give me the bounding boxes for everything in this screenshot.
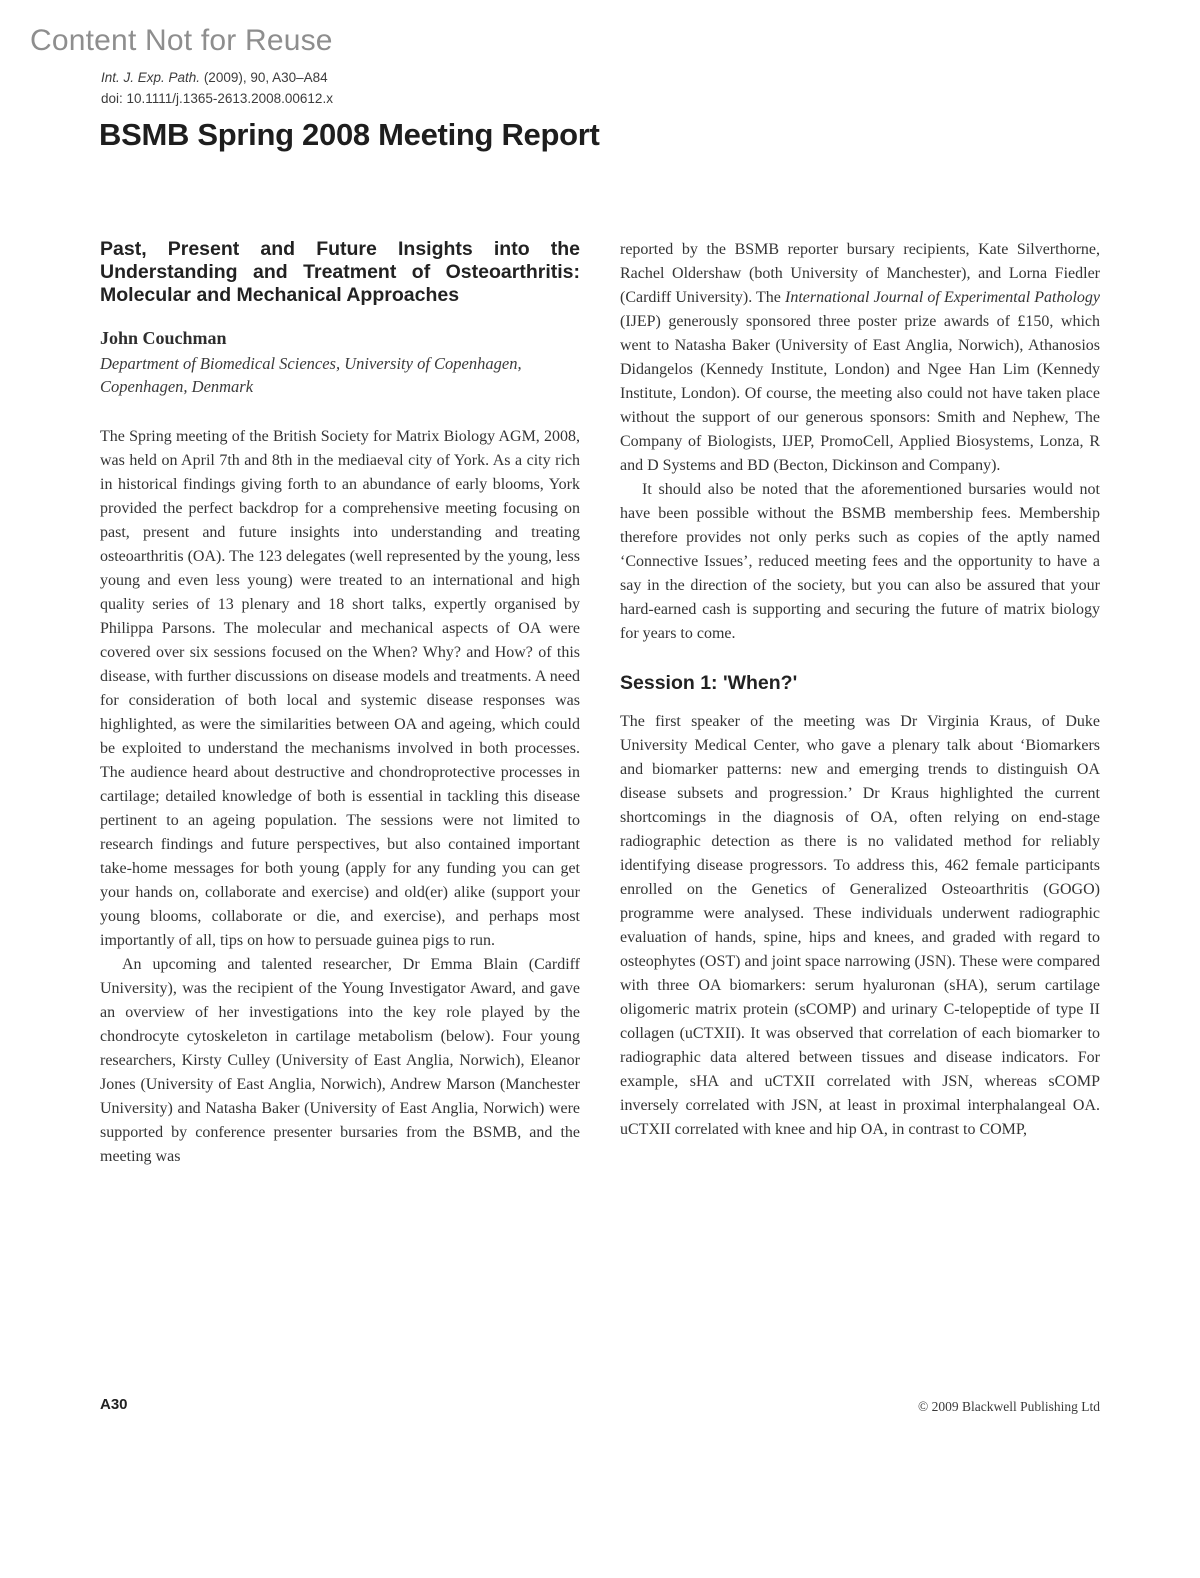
journal-abbreviation: Int. J. Exp. Path. xyxy=(101,70,201,85)
watermark-text: Content Not for Reuse xyxy=(30,24,333,57)
citation-volume-pages: (2009), 90, A30–A84 xyxy=(200,70,328,85)
journal-citation xyxy=(101,70,328,85)
paragraph-right-2: It should also be noted that the aforementioned bursaries would not have been possible without the BSMB membership fees. Membership therefore provides not only perks such as copies of the aptly named ‘Connective Issues’, reduced meeting fees and the opportunity to have a say in the direction of the society, but you can also be assured that your hard-earned cash is supporting and securing the future of matrix biology for years to come. xyxy=(620,481,1100,642)
paragraph-right-3: The first speaker of the meeting was Dr Virginia Kraus, of Duke University Medical Center, who gave a plenary talk about ‘Biomarkers and biomarker patterns: new and emerging trends to distinguish OA disease subsets and progression.’ Dr Kraus highlighted the current shortcomings in the diagnosis of OA, often relying on end-stage radiographic detection as there is no validated method for reliably identifying disease progressors. To address this, 462 female participants enrolled on the Genetics of Generalized Osteoarthritis (GOGO) programme were analysed. These individuals underwent radiographic evaluation of hands, spine, hips and knees, and graded with regard to osteophytes (OST) and joint space narrowing (JSN). These were compared with three OA biomarkers: serum hyaluronan (sHA), serum cartilage oligomeric matrix protein (sCOMP) and urinary C-telopeptide of type II collagen (uCTXII). It was observed that correlation of each biomarker to radiographic data altered between tissues and disease indicators. For example, sHA and uCTXII correlated with JSN, whereas sCOMP inversely correlated with JSN, at least in proximal interphalangeal OA. uCTXII correlated with knee and hip OA, in contrast to COMP, xyxy=(620,713,1100,1138)
author-affiliation: Department of Biomedical Sciences, University of Copenhagen, Copenhagen, Denmark xyxy=(100,354,522,396)
paragraph-right-1-segment-c: (IJEP) generously sponsored three poster prize awards of £150, which went to Natasha Baker (University of East Anglia, Norwich), Athanosios Didangelos (Kennedy Institute, London) and Ngee Han Lim (Kennedy Institute, London). Of course, the meeting also could not have taken place without the support of our generous sponsors: Smith and Nephew, The Company of Biologists, IJEP, PromoCell, Applied Biosystems, Lonza, R and D Systems and BD (Becton, Dickinson and Company). xyxy=(620,313,1100,474)
paragraph-right-1-segment-a: reported by the BSMB reporter bursary recipients, Kate Silverthorne, Rachel Oldershaw (both University of Manchester), and Lorna Fiedler (Cardiff University). The xyxy=(620,241,1100,306)
author-name: John Couchman xyxy=(100,328,227,348)
paragraph-right-1 xyxy=(620,238,1100,478)
left-column xyxy=(100,238,580,1169)
two-column-body xyxy=(100,238,1100,1169)
doi-line: doi: 10.1111/j.1365-2613.2008.00612.x xyxy=(101,91,333,106)
paragraph-left-1: The Spring meeting of the British Society for Matrix Biology AGM, 2008, was held on April 7th and 8th in the mediaeval city of York. As a city rich in historical findings giving forth to an abundance of early blooms, York provided the perfect backdrop for a comprehensive meeting focusing on past, present and future insights into understanding and treating osteoarthritis (OA). The 123 delegates (well represented by the young, less young and even less young) were treated to an international and high quality series of 13 plenary and 18 short talks, expertly organised by Philippa Parsons. The molecular and mechanical aspects of OA were covered over six sessions focused on the When? Why? and How? of this disease, with further discussions on disease models and treatments. A need for consideration of both local and systemic disease responses was highlighted, as were the similarities between OA and ageing, which could be exploited to understand the mechanisms involved in both processes. The audience heard about destructive and chondroprotective processes in cartilage; detailed knowledge of both is essential in tackling this disease pertinent to an ageing population. The sessions were not limited to research findings and future perspectives, but also contained important take-home messages for both young (apply for any funding you can get your hands on, collaborate and exercise) and old(er) alike (support your young blooms, collaborate or die, and exercise), and perhaps most importantly of all, tips on how to persuade guinea pigs to run. xyxy=(100,428,580,949)
session-1-heading: Session 1: 'When?' xyxy=(620,672,798,694)
copyright-notice: © 2009 Blackwell Publishing Ltd xyxy=(918,1399,1100,1414)
right-column xyxy=(620,238,1100,1169)
page-title: BSMB Spring 2008 Meeting Report xyxy=(99,117,600,152)
paragraph-left-2: An upcoming and talented researcher, Dr Emma Blain (Cardiff University), was the recipient of the Young Investigator Award, and gave an overview of her investigations into the key role played by the chondrocyte cytoskeleton in cartilage metabolism (below). Four young researchers, Kirsty Culley (University of East Anglia, Norwich), Eleanor Jones (University of East Anglia, Norwich), Andrew Marson (Manchester University) and Natasha Baker (University of East Anglia, Norwich) were supported by conference presenter bursaries from the BSMB, and the meeting was xyxy=(100,956,580,1165)
journal-name-italic: International Journal of Experimental Pathology xyxy=(785,289,1101,306)
article-section-title: Past, Present and Future Insights into the Understanding and Treatment of Osteoarthritis: Molecular and Mechanical Approaches xyxy=(100,238,580,306)
page-number: A30 xyxy=(100,1396,128,1413)
